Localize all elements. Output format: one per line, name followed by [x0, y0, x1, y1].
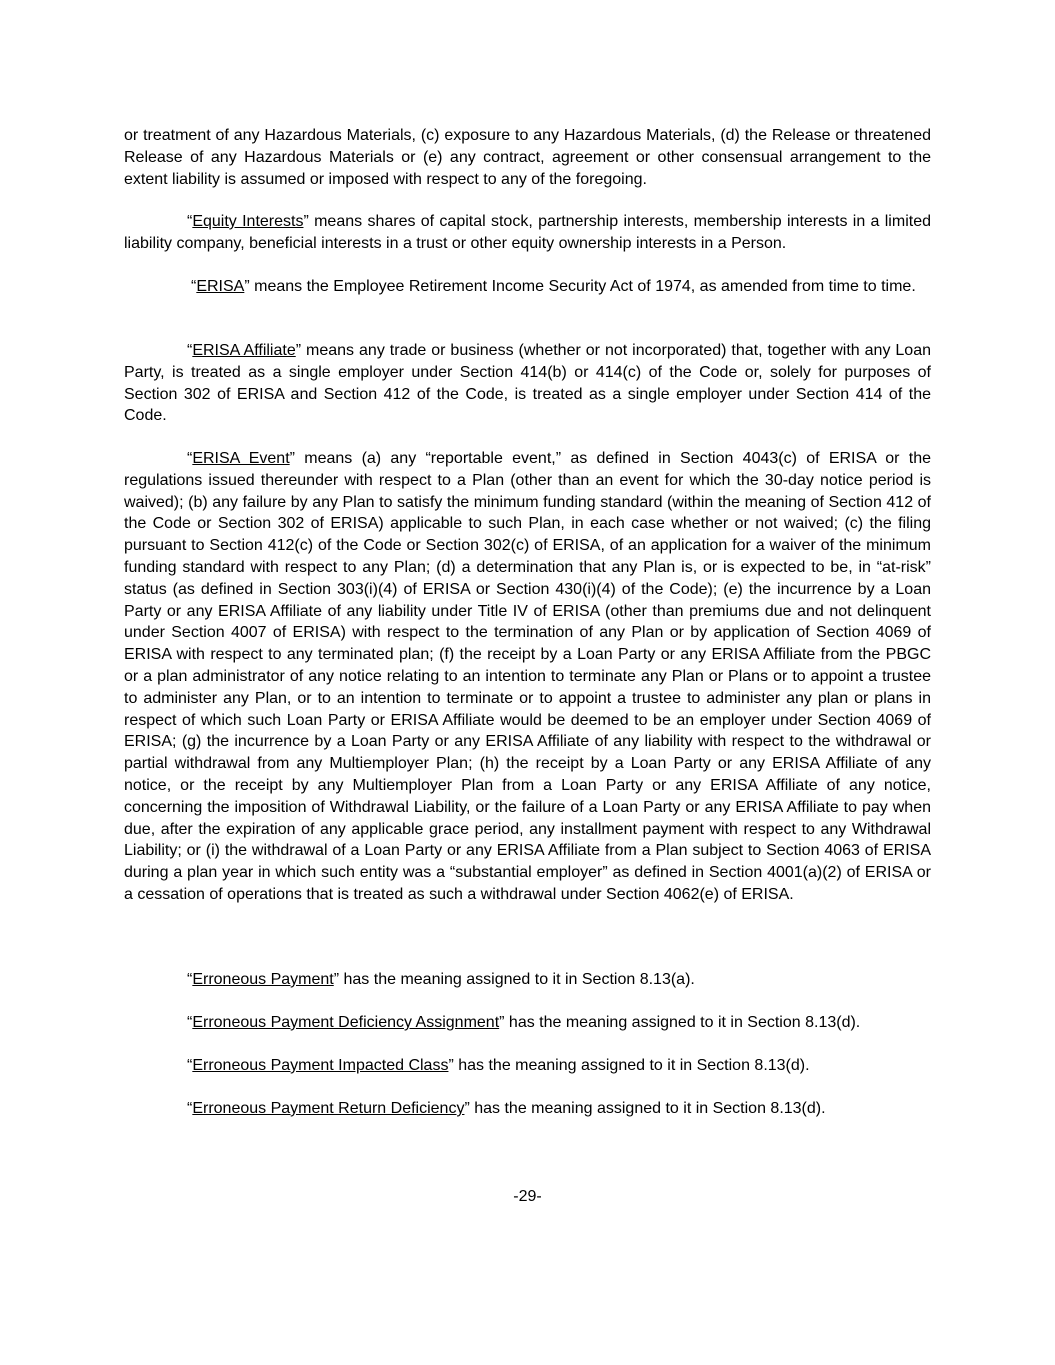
close-quote: ”: [464, 1100, 470, 1117]
close-quote: ”: [333, 971, 340, 988]
defined-term-erroneous-payment: Erroneous Payment: [192, 971, 334, 988]
defined-term-erroneous-payment-impacted-class: Erroneous Payment Impacted Class: [192, 1057, 449, 1074]
close-quote: ”: [295, 342, 302, 359]
defined-term-erisa-event: ERISA Event: [192, 450, 290, 467]
definition-erroneous-payment: [124, 969, 931, 991]
close-quote: ”: [289, 450, 295, 467]
definition-erroneous-payment-impacted-class: [124, 1055, 931, 1077]
defined-term-equity-interests: Equity Interests: [192, 213, 304, 230]
definition-erisa-event: [124, 448, 931, 906]
page-number: -29-: [513, 1188, 542, 1205]
definition-body: means any trade or business (whether or not incorporated) that, together with any Loan Party, is treated as a single employer under Section 414(b) or 414(c) of the Code or, solely for purposes of Section 302 of ERISA and Section 412 of the Code, is treated as a single employer under Section 414 of the Code.: [124, 342, 932, 425]
close-quote: ”: [303, 213, 309, 230]
definition-erisa-affiliate: [124, 340, 931, 427]
defined-term-erisa: ERISA: [196, 278, 245, 295]
defined-term-erroneous-payment-return-deficiency: Erroneous Payment Return Deficiency: [192, 1100, 465, 1117]
definition-body: has the meaning assigned to it in Section 8.13(a).: [339, 971, 695, 988]
close-quote: ”: [448, 1057, 454, 1074]
defined-term-erisa-affiliate: ERISA Affiliate: [192, 342, 296, 359]
definition-body: means (a) any “reportable event,” as defined in Section 4043(c) of ERISA or the regulations issued thereunder with respect to a Plan (other than an event for which the 30-day notice period is waived); (b) any failure by any Plan to satisfy the minimum funding standard (within the meaning of Section 412 of the Code or Section 302 of ERISA) applicable to such Plan, in each case whether or not waived; (c) the filing pursuant to Section 412(c) of the Code or Section 302(c) of ERISA, of an application for a waiver of the minimum funding standard with respect to any Plan; (d) a determination that any Plan is, or is expected to be, in “at-risk” status (as defined in Section 303(i)(4) of ERISA or Section 430(i)(4) of the Code); (e) the incurrence by a Loan Party or any ERISA Affiliate of any liability under Title IV of ERISA (other than premiums due and not delinquent under Section 4007 of ERISA) with respect to the termination of any Plan or by application of Section 4069 of ERISA with respect to any terminated plan; (f) the receipt by a Loan Party or any ERISA Affiliate from the PBGC or a plan administrator of any notice relating to an intention to terminate any Plan or Plans or to appoint a trustee to administer any Plan, or to an intention to terminate or to appoint a trustee to administer any plan or plans in respect of which such Loan Party or ERISA Affiliate would be deemed to be an employer under Section 4069 of ERISA; (g) the incurrence by a Loan Party or any ERISA Affiliate of any liability with respect to the withdrawal or partial withdrawal from any Multiemployer Plan; (h) the receipt by a Loan Party or any ERISA Affiliate of any notice, or the receipt by any Multiemployer Plan from a Loan Party or any ERISA Affiliate of any notice, concerning the imposition of Withdrawal Liability, or the failure of a Loan Party or any ERISA Affiliate to pay when due, after the expiration of any applicable grace period, any installment payment with respect to any Withdrawal Liability; or (i) the withdrawal of a Loan Party or any ERISA Affiliate from a Plan subject to Section 4063 of ERISA during a plan year in which such entity was a “substantial employer” as defined in Section 4001(a)(2) of ERISA or a cessation of operations that is treated as such a withdrawal under Section 4062(e) of ERISA.: [124, 450, 931, 903]
defined-term-erroneous-payment-deficiency-assignment: Erroneous Payment Deficiency Assignment: [192, 1014, 500, 1031]
definition-body: has the meaning assigned to it in Section 8.13(d).: [469, 1100, 826, 1117]
definition-body: means the Employee Retirement Income Security Act of 1974, as amended from time to time.: [249, 278, 916, 295]
definition-erisa: [124, 276, 931, 298]
close-quote: ”: [499, 1014, 505, 1031]
definition-erroneous-payment-return-deficiency: [124, 1098, 931, 1120]
open-quote: “: [187, 1100, 193, 1117]
open-quote: “: [187, 342, 193, 359]
paragraph-hazardous-materials-continued: or treatment of any Hazardous Materials, (c) exposure to any Hazardous Materials, (d) the Release or threatened Release of any Hazardous Materials or (e) any contract, agreement or other consensual arrangement to the extent liability is assumed or imposed with respect to any of the foregoing.: [124, 127, 931, 188]
definition-body: has the meaning assigned to it in Section 8.13(d).: [453, 1057, 810, 1074]
definition-body: means shares of capital stock, partnership interests, membership interests in a limited liability company, beneficial interests in a trust or other equity ownership interests in a Person.: [124, 213, 931, 252]
open-quote: “: [191, 278, 197, 295]
definition-equity-interests: [124, 211, 931, 255]
open-quote: “: [187, 1014, 193, 1031]
definition-body: has the meaning assigned to it in Section 8.13(d).: [504, 1014, 861, 1031]
definition-erroneous-payment-deficiency-assignment: [124, 1012, 931, 1034]
close-quote: ”: [244, 278, 250, 295]
open-quote: “: [187, 450, 193, 467]
open-quote: “: [187, 213, 193, 230]
open-quote: “: [187, 1057, 193, 1074]
open-quote: “: [187, 971, 193, 988]
